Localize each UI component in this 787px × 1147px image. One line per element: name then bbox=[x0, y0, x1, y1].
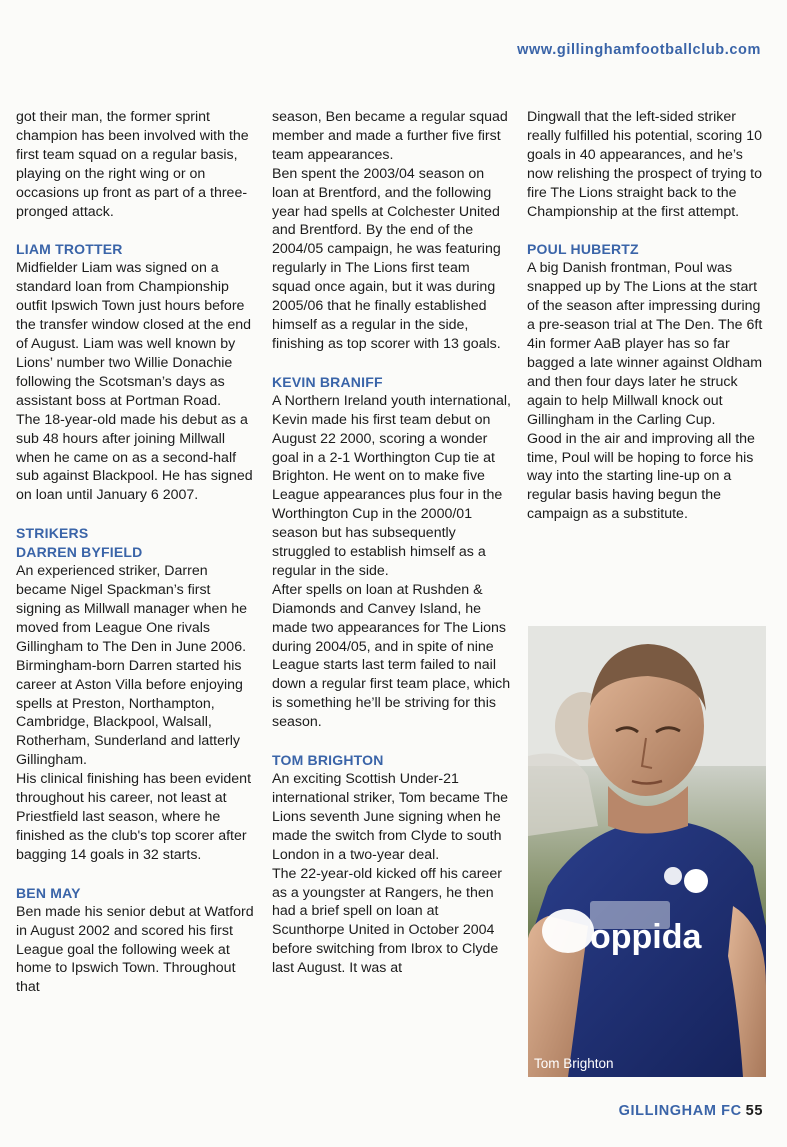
body-paragraph: Ben made his senior debut at Watford in August 2002 and scored his first League goal the following week at home to Ipswich Town. Throughout that bbox=[16, 903, 254, 996]
paragraph-gap bbox=[16, 221, 256, 240]
footer-label: GILLINGHAM FC bbox=[618, 1103, 742, 1119]
body-paragraph: Dingwall that the left-sided striker really fulfilled his potential, scoring 10 goals in 40 appearances, and he’s now relishing the prospect of trying to fire The Lions straight back to the Championship at the first attempt. bbox=[527, 109, 763, 220]
player-photo-illustration bbox=[528, 626, 766, 1077]
body-paragraph: Good in the air and improving all the time, Poul will be hoping to force his way into the starting line-up on a regular basis having begun the campaign as a substitute. bbox=[527, 430, 755, 523]
paragraph-gap bbox=[272, 354, 512, 373]
paragraph-gap bbox=[16, 865, 256, 884]
player-photo bbox=[528, 626, 766, 1077]
section-heading: BEN MAY bbox=[16, 884, 81, 901]
body-paragraph: A Northern Ireland youth international, Kevin made his first team debut on August 22 2000, scoring a wonder goal in a 2-1 Worthington Cup tie at Brighton. He went on to make five League appearances plus four in the Worthington Cup in the 2000/01 season but has subsequently struggled to establish himself as a regular in the side. bbox=[272, 392, 511, 579]
section-heading: KEVIN BRANIFF bbox=[272, 373, 383, 390]
paragraph-gap bbox=[272, 732, 512, 751]
body-paragraph: The 18-year-old made his debut as a sub 48 hours after joining Millwall when he came on as a second-half sub against Blackpool. He has signed on loan until January 6 2007. bbox=[16, 411, 253, 504]
website-url: www.gillinghamfootballclub.com bbox=[517, 42, 761, 58]
body-paragraph: The 22-year-old kicked off his career as a youngster at Rangers, he then had a brief spell on loan at Scunthorpe United in October 2004 before switching from Ibrox to Clyde last August. It was at bbox=[272, 865, 502, 977]
shirt-sponsor-text: oppida bbox=[590, 918, 702, 956]
body-paragraph: Birmingham-born Darren started his career at Aston Villa before enjoying spells at Preston, Northampton, Cambridge, Blackpool, Walsall, Rotherham, Sunderland and latterly Gillingham. bbox=[16, 657, 243, 769]
body-paragraph: His clinical finishing has been evident throughout his career, not least at Priestfield last season, where he finished as the club's top scorer after bagging 14 goals in 32 starts. bbox=[16, 771, 252, 863]
body-paragraph: A big Danish frontman, Poul was snapped up by The Lions at the start of the season after impressing during a pre-season trial at The Den. The 6ft 4in former AaB player has so far bagged a late winner against Oldham and then four days later he struck again to help Millwall knock out Gillingham in the Carling Cup. bbox=[527, 260, 763, 428]
body-paragraph: An experienced striker, Darren became Nigel Spackman’s first signing as Millwall manager when he moved from League One rivals Gillingham to The Den in June 2006. bbox=[16, 563, 248, 655]
photo-caption: Tom Brighton bbox=[534, 1056, 614, 1071]
page-number: 55 bbox=[745, 1103, 763, 1119]
page-footer bbox=[619, 1103, 763, 1119]
section-heading: LIAM TROTTER bbox=[16, 241, 123, 258]
section-heading: DARREN BYFIELD bbox=[16, 544, 143, 561]
body-paragraph: After spells on loan at Rushden & Diamonds and Canvey Island, he made two appearances for The Lions during 2004/05, and in spite of nine League starts last term failed to nail down a regular first team place, which is something he’ll be striving for this season. bbox=[272, 581, 511, 731]
body-paragraph: An exciting Scottish Under-21 international striker, Tom became The Lions seventh June signing when he made the switch from Clyde to south London in a two-year deal. bbox=[272, 771, 509, 863]
body-paragraph: Ben spent the 2003/04 season on loan at Brentford, and the following year had spells at Colchester United and Brentford. By the end of the 2004/05 campaign, he was featuring regularly in The Lions first team squad once again, but it was during 2005/06 that he finally established himself as a regular in the side, finishing as top scorer with 13 goals. bbox=[272, 165, 501, 352]
body-paragraph: season, Ben became a regular squad member and made a further five first team appearances. bbox=[272, 109, 508, 163]
article-column-2 bbox=[272, 108, 512, 978]
body-paragraph: got their man, the former sprint champion has been involved with the first team squad on a regular basis, playing on the right wing or on occasions up front as part of a three-pronged attack. bbox=[16, 109, 249, 220]
paragraph-gap bbox=[527, 221, 767, 240]
body-paragraph: Midfielder Liam was signed on a standard loan from Championship outfit Ipswich Town just hours before the transfer window closed at the end of August. Liam was well known by Lions’ number two Willie Donachie following the Scotsman’s days as assistant boss at Portman Road. bbox=[16, 260, 252, 409]
section-heading: TOM BRIGHTON bbox=[272, 752, 384, 769]
section-heading: STRIKERS bbox=[16, 525, 89, 542]
paragraph-gap bbox=[16, 505, 256, 524]
article-column-3 bbox=[527, 108, 767, 524]
section-heading: POUL HUBERTZ bbox=[527, 241, 639, 258]
article-column-1 bbox=[16, 108, 256, 997]
